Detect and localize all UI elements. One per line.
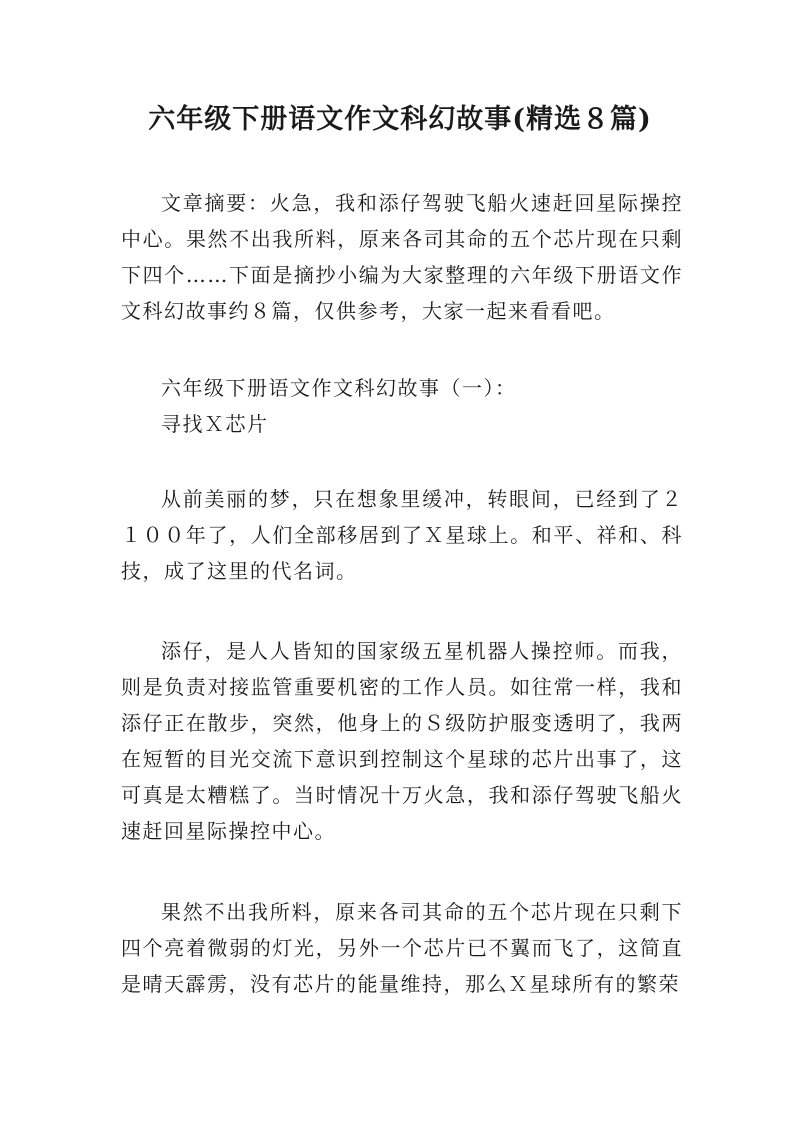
body-paragraph: 从前美丽的梦，只在想象里缓冲，转眼间，已经到了２１００年了，人们全部移居到了Ｘ星球上。和平、祥和、科技，成了这里的代名词。 — [121, 487, 683, 583]
section-subtitle: 寻找Ｘ芯片 — [161, 412, 269, 436]
body-paragraph: 添仔，是人人皆知的国家级五星机器人操控师。而我，则是负责对接监管重要机密的工作人员。如往常一样，我和添仔正在散步，突然，他身上的Ｓ级防护服变透明了，我两在短暂的目光交流下意识到控制这个星球的芯片出事了，这可真是太糟糕了。当时情况十万火急，我和添仔驾驶飞船火速赶回星际操控中心。 — [121, 639, 683, 843]
body-paragraph: 果然不出我所料，原来各司其命的五个芯片现在只剩下四个亮着微弱的灯光，另外一个芯片已不翼而飞了，这简直是晴天霹雳，没有芯片的能量维持，那么Ｘ星球所有的繁荣 — [121, 900, 683, 996]
document-title: 六年级下册语文作文科幻故事(精选８篇) — [148, 104, 652, 135]
section-heading: 六年级下册语文作文科幻故事（一）： — [161, 376, 517, 400]
summary-paragraph: 文章摘要：火急，我和添仔驾驶飞船火速赶回星际操控中心。果然不出我所料，原来各司其命的五个芯片现在只剩下四个……下面是摘抄小编为大家整理的六年级下册语文作文科幻故事约８篇，仅供参考，大家一起来看看吧。 — [121, 191, 683, 323]
